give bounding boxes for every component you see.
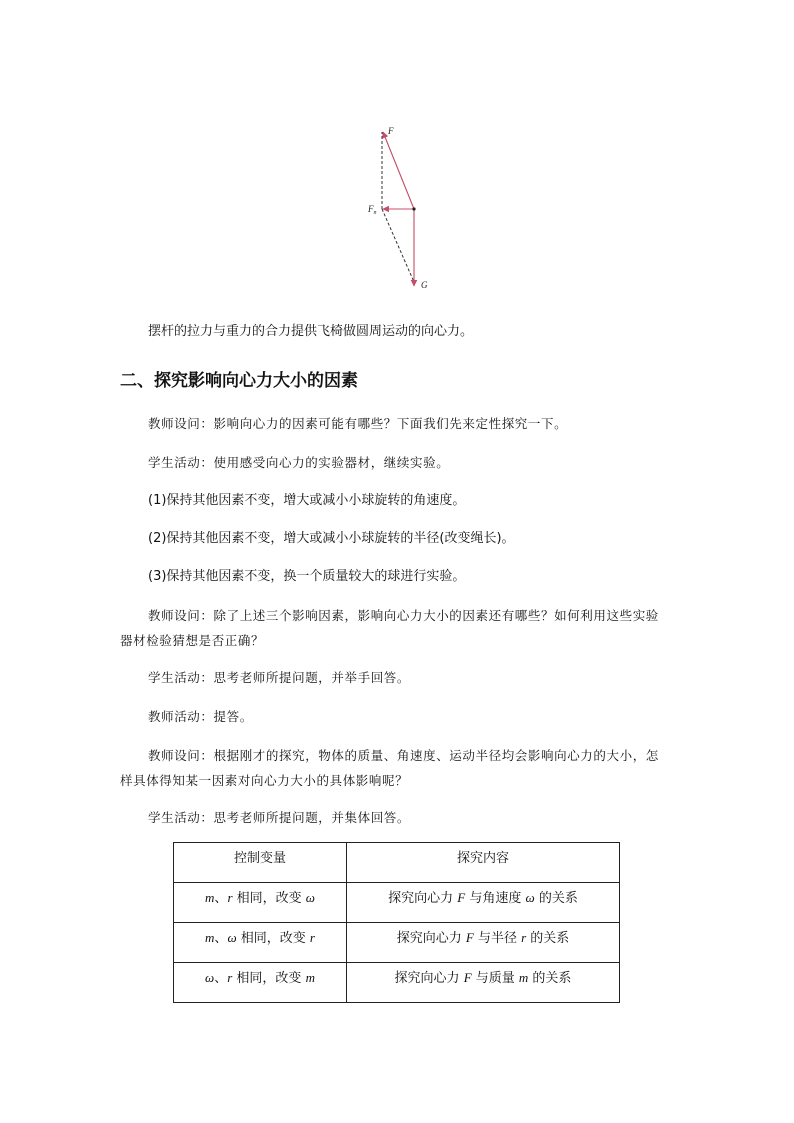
- table-cell-content: 探究向心力 F 与质量 m 的关系: [347, 963, 620, 1003]
- tension-arrow-F: [383, 132, 414, 209]
- table-row: [174, 883, 620, 923]
- label-F: F: [388, 126, 394, 136]
- table-cell-content: 探究向心力 F 与半径 r 的关系: [347, 923, 620, 963]
- label-Fn: $F_n$: [368, 204, 377, 216]
- table-cell-content: 探究向心力 F 与角速度 ω 的关系: [347, 883, 620, 923]
- paragraph-step-2: (2)保持其他因素不变，增大或减小小球旋转的半径(改变绳长)。: [148, 531, 515, 546]
- table-header-control-variable: 控制变量: [174, 843, 347, 883]
- section-heading: 二、探究影响向心力大小的因素: [120, 371, 358, 391]
- paragraph-teacher-question-2: 教师设问：除了上述三个影响因素，影响向心力大小的因素还有哪些？如何利用这些实验器材检验猜想是否正确？: [120, 608, 659, 648]
- label-G: G: [421, 280, 428, 290]
- table-row: [174, 923, 620, 963]
- paragraph-teacher-question-3: 教师设问：根据刚才的探究，物体的质量、角速度、运动半径均会影响向心力的大小，怎样具体得知某一因素对向心力大小的具体影响呢？: [120, 748, 659, 788]
- paragraph-step-1: (1)保持其他因素不变，增大或减小小球旋转的角速度。: [148, 493, 466, 508]
- experiment-table: [173, 842, 620, 1003]
- table-cell-control: m、ω 相同，改变 r: [174, 923, 347, 963]
- paragraph-student-activity-3: 学生活动：思考老师所提问题，并集体回答。: [148, 810, 411, 825]
- paragraph-teacher-activity: 教师活动：提答。: [148, 709, 253, 724]
- mass-point: [412, 207, 415, 210]
- dashed-diagonal-line: [382, 209, 414, 282]
- table-row: [174, 963, 620, 1003]
- paragraph-student-activity-2: 学生活动：思考老师所提问题，并举手回答。: [148, 670, 411, 685]
- table-header-content: 探究内容: [347, 843, 620, 883]
- table-cell-control: m、r 相同，改变 ω: [174, 883, 347, 923]
- paragraph-teacher-question-1: 教师设问：影响向心力的因素可能有哪些？下面我们先来定性探究一下。: [148, 416, 568, 431]
- table-cell-control: ω、r 相同，改变 m: [174, 963, 347, 1003]
- paragraph-student-activity-1: 学生活动：使用感受向心力的实验器材，继续实验。: [148, 455, 450, 470]
- label-Fn-subscript: n: [373, 210, 377, 216]
- table-header-row: [174, 843, 620, 883]
- diagram-caption: 摆杆的拉力与重力的合力提供飞椅做圆周运动的向心力。: [148, 324, 474, 339]
- paragraph-step-3: (3)保持其他因素不变，换一个质量较大的球进行实验。: [148, 569, 466, 584]
- force-diagram: [355, 120, 445, 295]
